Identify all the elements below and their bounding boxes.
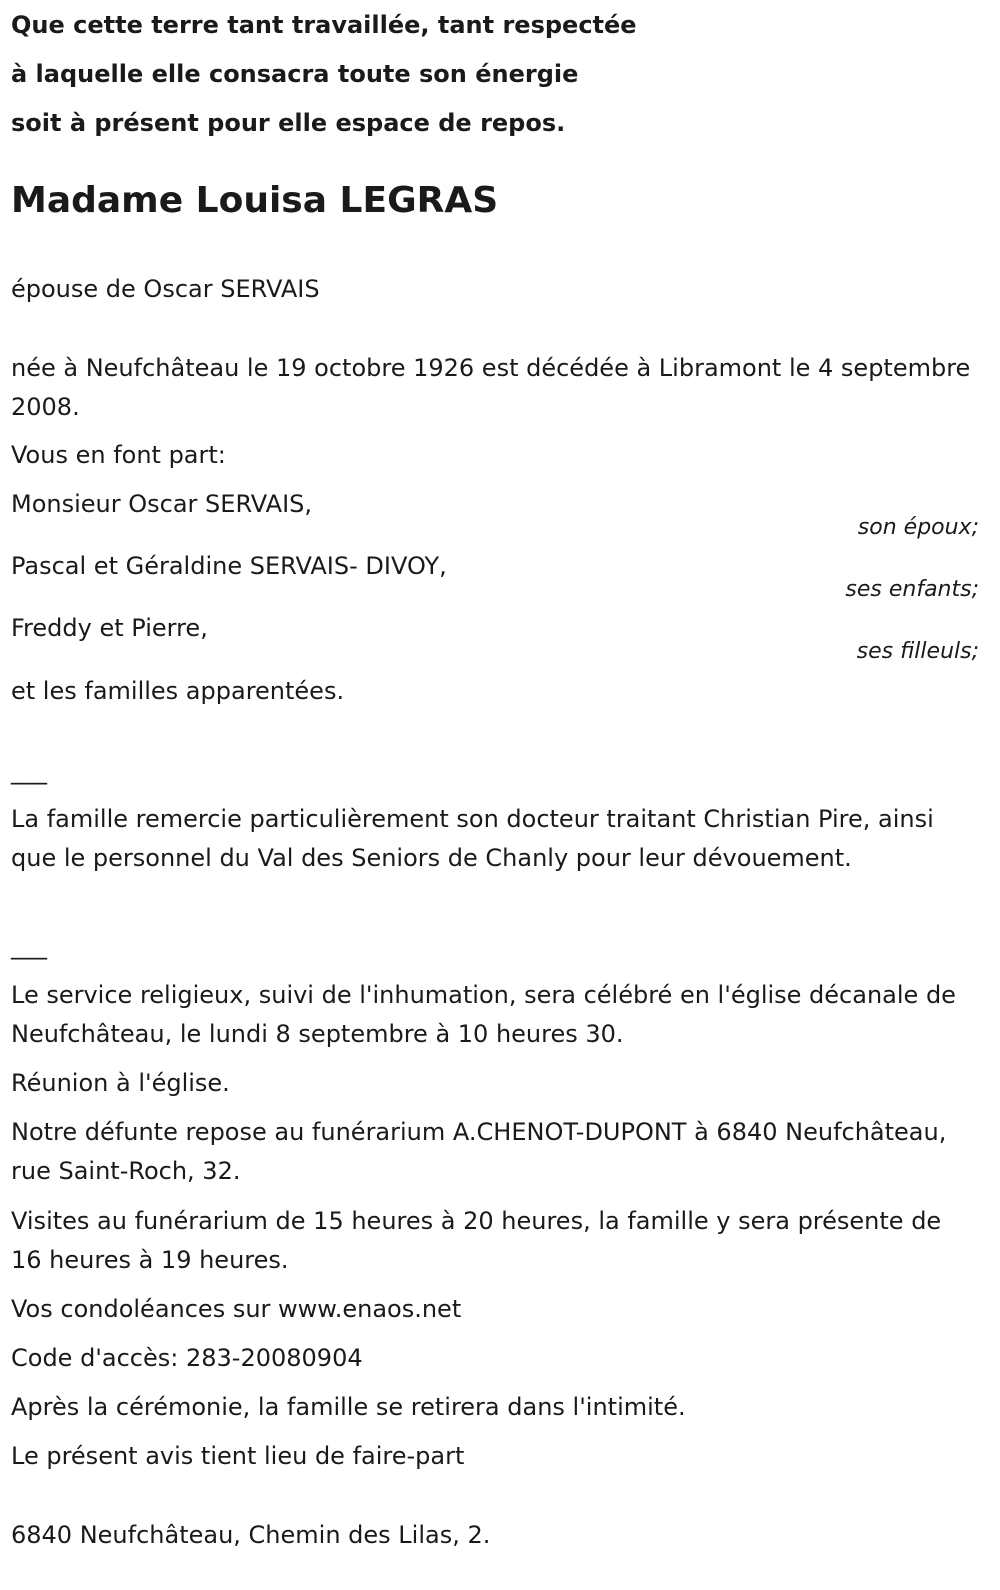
- service-text: Le service religieux, suivi de l'inhumation, sera célébré en l'église décanale de Neufchâteau, le lundi 8 septembre à 10 heures 30.: [11, 981, 956, 1048]
- meeting-text: Réunion à l'église.: [11, 1069, 230, 1097]
- mourner-name: Monsieur Oscar SERVAIS,: [11, 490, 313, 518]
- after-ceremony-text: Après la cérémonie, la famille se retirera dans l'intimité.: [11, 1393, 686, 1421]
- birth-death-text: née à Neufchâteau le 19 octobre 1926 est décédée à Libramont le 4 septembre 2008.: [11, 354, 971, 421]
- announcement-intro: Vous en font part:: [11, 441, 226, 469]
- notice-text: Le présent avis tient lieu de faire-part: [11, 1442, 465, 1470]
- family-address: 6840 Neufchâteau, Chemin des Lilas, 2.: [11, 1521, 491, 1549]
- mourner-role: ses filleuls;: [856, 639, 979, 664]
- thanks-text: La famille remercie particulièrement son docteur traitant Christian Pire, ainsi que le personnel du Val des Seniors de Chanly pour leur dévouement.: [11, 805, 934, 872]
- mourner-name: Pascal et Géraldine SERVAIS- DIVOY,: [11, 552, 447, 580]
- separator: ___: [11, 932, 47, 960]
- families-line: et les familles apparentées.: [11, 677, 345, 705]
- opening-verse: [11, 0, 979, 148]
- verse-line: à laquelle elle consacra toute son énergie: [11, 60, 579, 88]
- verse-line: Que cette terre tant travaillée, tant respectée: [11, 11, 637, 39]
- verse-line: soit à présent pour elle espace de repos.: [11, 109, 566, 137]
- deceased-name: Madame Louisa LEGRAS: [11, 180, 499, 221]
- spouse-line: épouse de Oscar SERVAIS: [11, 275, 320, 303]
- visits-text: Visites au funérarium de 15 heures à 20 heures, la famille y sera présente de 16 heures à 19 heures.: [11, 1207, 942, 1274]
- mourner-role: ses enfants;: [845, 577, 979, 602]
- condolences-text: Vos condoléances sur www.enaos.net: [11, 1295, 462, 1323]
- rest-text: Notre défunte repose au funérarium A.CHENOT-DUPONT à 6840 Neufchâteau, rue Saint-Roch, 32.: [11, 1118, 947, 1185]
- access-code-text: Code d'accès: 283-20080904: [11, 1344, 363, 1372]
- mourner-role: son époux;: [857, 515, 979, 540]
- obituary-notice: [11, 0, 979, 1549]
- mourner-name: Freddy et Pierre,: [11, 614, 208, 642]
- separator: ___: [11, 757, 47, 785]
